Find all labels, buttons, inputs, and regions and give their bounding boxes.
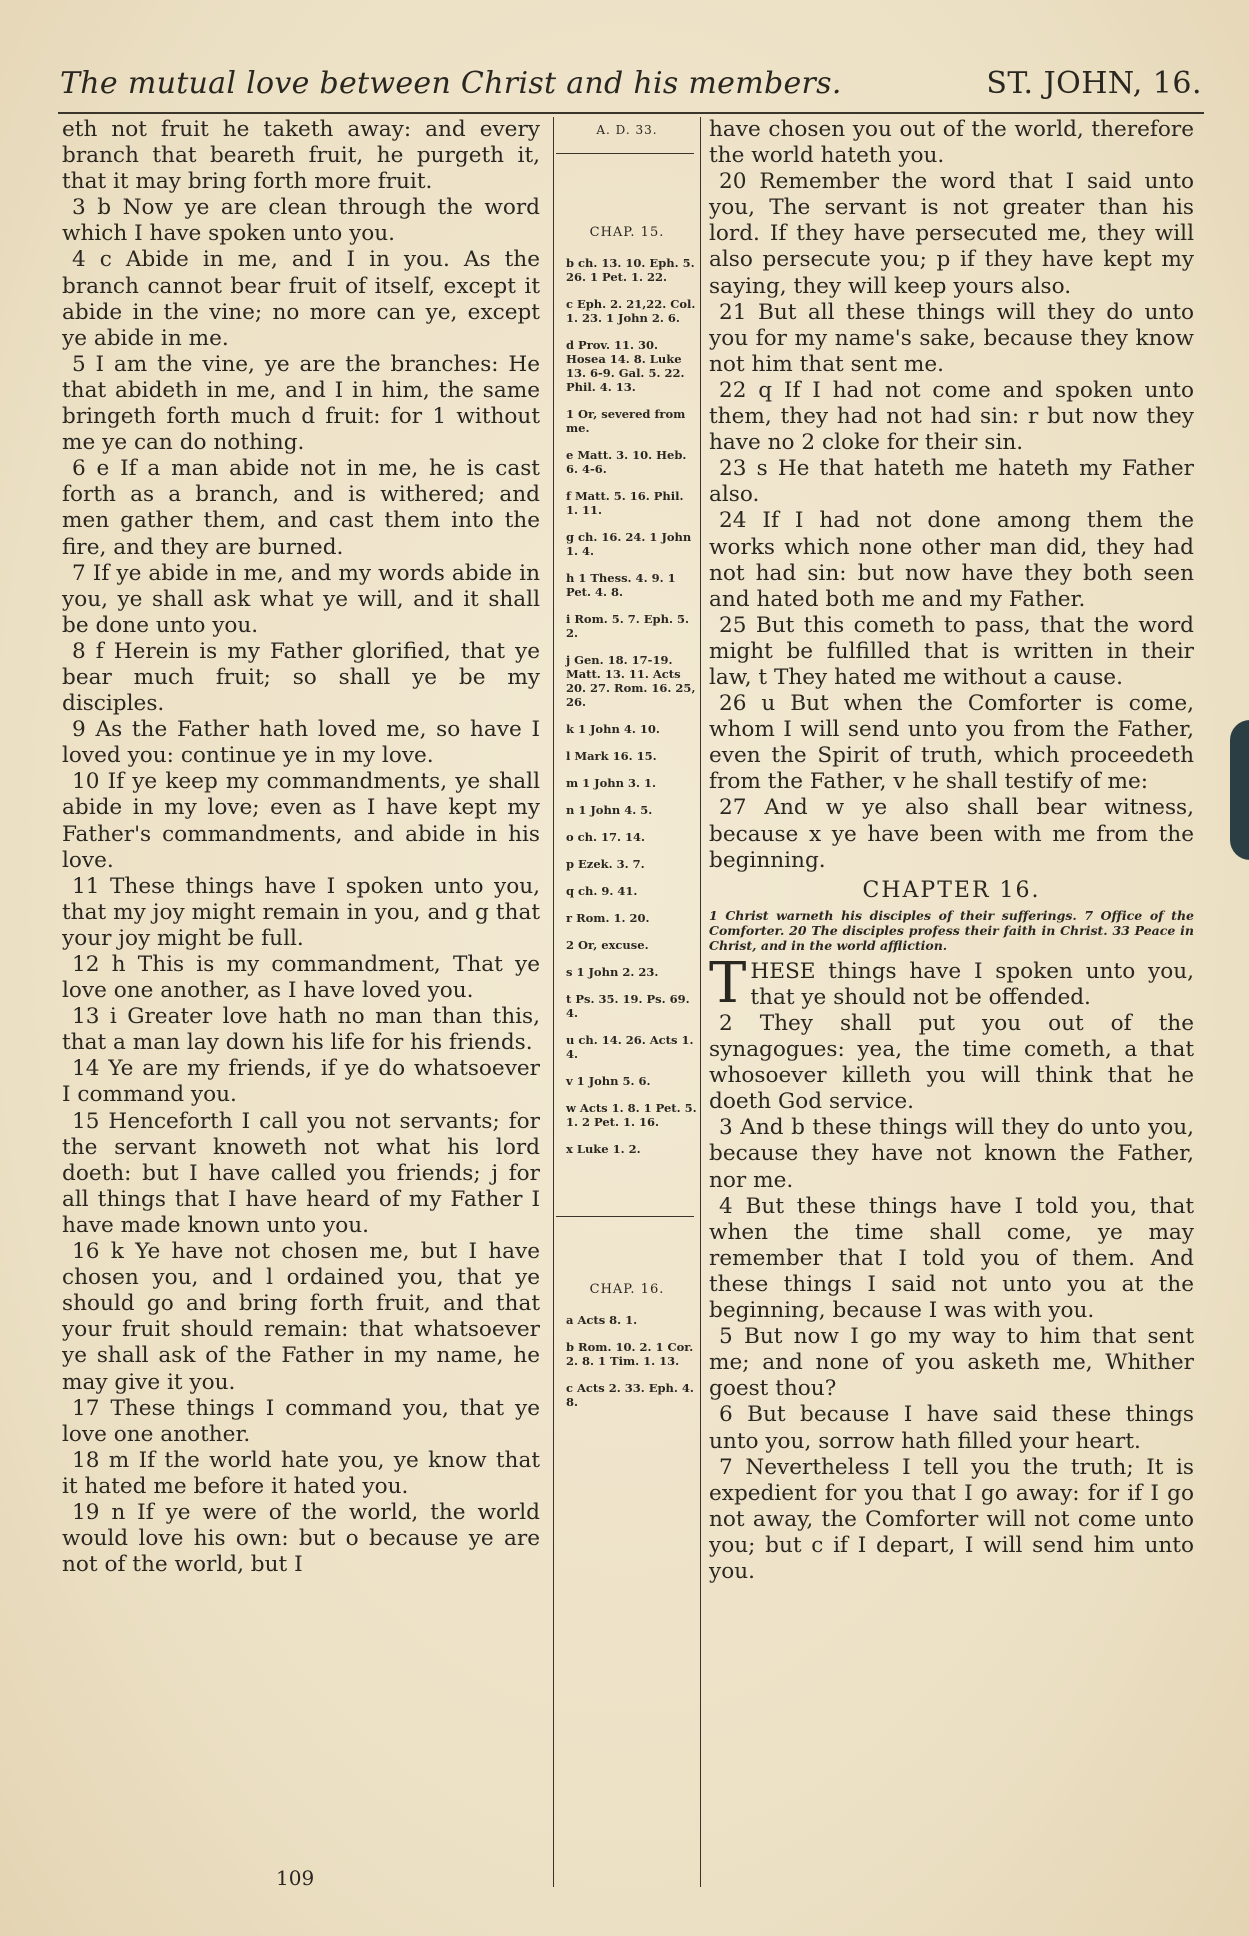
verse: 17 These things I command you, that ye love one another. <box>62 1395 540 1447</box>
margin-ref: u ch. 14. 26. Acts 1. 4. <box>566 1033 694 1061</box>
verse: 27 And w ye also shall bear witness, because x ye have been with me from the beginning. <box>709 795 1194 873</box>
verse: 5 But now I go my way to him that sent me; and none of you asketh me, Whither goest thou? <box>709 1324 1194 1402</box>
page-number: 109 <box>276 1866 315 1890</box>
margin-ref: 2 Or, excuse. <box>566 938 649 952</box>
margin-ref: k 1 John 4. 10. <box>566 722 660 736</box>
chapter-15-label: CHAP. 15. <box>589 225 665 240</box>
margin-ref: m 1 John 3. 1. <box>566 776 657 790</box>
thumb-index-tab <box>1230 720 1249 860</box>
margin-ref: g ch. 16. 24. 1 John 1. 4. <box>566 530 692 558</box>
verse: 2 They shall put you out of the synagogues: yea, the time cometh, a that whosoever killeth you will think that he doeth God service. <box>709 1011 1194 1115</box>
margin-ref: q ch. 9. 41. <box>566 884 638 898</box>
header-right-title: ST. JOHN, 16. <box>986 66 1202 101</box>
verse: 9 As the Father hath loved me, so have I loved you: continue ye in my love. <box>62 717 540 769</box>
verse: 19 n If ye were of the world, the world would love his own: but o because ye are not of the world, but I <box>62 1499 540 1578</box>
verse: 20 Remember the word that I said unto you, The servant is not greater than his lord. If they have persecuted me, they will also persecute you; p if they have kept my saying, they will keep yours also. <box>709 169 1194 299</box>
margin-ref: i Rom. 5. 7. Eph. 5. 2. <box>566 612 689 640</box>
column-divider-left <box>553 117 554 1887</box>
verse: 3 b Now ye are clean through the word which I have spoken unto you. <box>62 195 540 247</box>
chapter-summary: 1 Christ warneth his disciples of their sufferings. 7 Office of the Comforter. 20 The disciples profess their faith in Christ. 33 Peace in Christ, and in the world affliction. <box>709 907 1194 953</box>
verse-continuation: have chosen you out of the world, therefore the world hateth you. <box>709 117 1194 169</box>
verse: 3 And b these things will they do unto you, because they have not known the Father, nor me. <box>709 1115 1194 1193</box>
verse: 21 But all these things will they do unto you for my name's sake, because they know not him that sent me. <box>709 299 1194 377</box>
marginal-references <box>556 117 698 1422</box>
first-verse <box>709 950 1194 1016</box>
drop-cap: T <box>709 950 747 1016</box>
left-text-column <box>62 117 540 1578</box>
verse: 12 h This is my commandment, That ye love one another, as I have loved you. <box>62 952 540 1004</box>
verse: 18 m If the world hate you, ye know that it hated me before it hated you. <box>62 1447 540 1499</box>
margin-ref: o ch. 17. 14. <box>566 830 646 844</box>
verse: 10 If ye keep my commandments, ye shall abide in my love; even as I have kept my Father's commandments, and abide in his love. <box>62 769 540 873</box>
margin-ref: c Acts 2. 33. Eph. 4. 8. <box>566 1381 694 1409</box>
header-left-title: The mutual love between Christ and his members. <box>60 66 842 101</box>
margin-ref: d Prov. 11. 30. Hosea 14. 8. Luke 13. 6-9. Gal. 5. 22. Phil. 4. 13. <box>566 338 685 394</box>
verse: 22 q If I had not come and spoken unto them, they had not had sin: r but now they have no 2 cloke for their sin. <box>709 377 1194 456</box>
margin-ref: h 1 Thess. 4. 9. 1 Pet. 4. 8. <box>566 571 676 599</box>
verse: 6 But because I have said these things unto you, sorrow hath filled your heart. <box>709 1402 1194 1454</box>
verse-continuation: eth not fruit he taketh away: and every branch that beareth fruit, he purgeth it, that it may bring forth more fruit. <box>62 117 540 195</box>
margin-ref: s 1 John 2. 23. <box>566 965 659 979</box>
margin-ref: b Rom. 10. 2. 1 Cor. 2. 8. 1 Tim. 1. 13. <box>566 1340 694 1368</box>
margin-ref: b ch. 13. 10. Eph. 5. 26. 1 Pet. 1. 22. <box>566 256 695 284</box>
margin-ref: v 1 John 5. 6. <box>566 1074 651 1088</box>
verse: 16 k Ye have not chosen me, but I have chosen you, and l ordained you, that ye should go and bring forth fruit, and that your fruit should remain: that whatsoever ye shall ask of the Father in my name, he may give it you. <box>62 1239 540 1395</box>
verse: 5 I am the vine, ye are the branches: He that abideth in me, and I in him, the same bringeth forth much d fruit: for 1 without me ye can do nothing. <box>62 351 540 456</box>
verse: 4 c Abide in me, and I in you. As the branch cannot bear fruit of itself, except it abide in the vine; no more can ye, except ye abide in me. <box>62 247 540 351</box>
verse: 7 If ye abide in me, and my words abide in you, ye shall ask what ye will, and it shall be done unto you. <box>62 560 540 638</box>
margin-ref: r Rom. 1. 20. <box>566 911 650 925</box>
margin-ref: p Ezek. 3. 7. <box>566 857 645 871</box>
verse: 13 i Greater love hath no man than this, that a man lay down his life for his friends. <box>62 1004 540 1056</box>
column-divider-right <box>700 117 701 1887</box>
margin-ref: j Gen. 18. 17-19. Matt. 13. 11. Acts 20. 27. Rom. 16. 25, 26. <box>566 653 696 709</box>
margin-ref: x Luke 1. 2. <box>566 1142 641 1156</box>
verse: 15 Henceforth I call you not servants; for the servant knoweth not what his lord doeth: but I have called you friends; j for all things that I have heard of my Father I have made known unto you. <box>62 1108 540 1238</box>
margin-ref: n 1 John 4. 5. <box>566 803 653 817</box>
chapter-heading: CHAPTER 16. <box>862 877 1041 903</box>
verse: 6 e If a man abide not in me, he is cast forth as a branch, and is withered; and men gather them, and cast them into the fire, and they are burned. <box>62 456 540 560</box>
header-rule <box>58 112 1204 114</box>
verse: 11 These things have I spoken unto you, that my joy might remain in you, and g that your joy might be full. <box>62 873 540 951</box>
margin-ref: 1 Or, severed from me. <box>566 407 686 435</box>
chapter-16-label: CHAP. 16. <box>589 1282 665 1297</box>
margin-ref: f Matt. 5. 16. Phil. 1. 11. <box>566 489 684 517</box>
first-verse-text: HESE things have I spoken unto you, that ye should not be offended. <box>750 958 1194 1010</box>
margin-rule <box>556 153 694 154</box>
verse: 7 Nevertheless I tell you the truth; It is expedient for you that I go away: for if I go not away, the Comforter will not come unto you; but c if I depart, I will send him unto you. <box>709 1454 1194 1584</box>
verse: 26 u But when the Comforter is come, whom I will send unto you from the Father, even the Spirit of truth, which proceedeth from the Father, v he shall testify of me: <box>709 691 1194 795</box>
margin-ref: w Acts 1. 8. 1 Pet. 5. 1. 2 Pet. 1. 16. <box>566 1101 697 1129</box>
margin-rule <box>556 1216 694 1217</box>
verse: 4 But these things have I told you, that when the time shall come, ye may remember that I told you of them. And these things I said not unto you at the beginning, because I was with you. <box>709 1193 1194 1324</box>
year-label: A. D. 33. <box>596 123 658 137</box>
margin-ref: e Matt. 3. 10. Heb. 6. 4-6. <box>566 448 687 476</box>
verse: 25 But this cometh to pass, that the word might be fulfilled that is written in their law, t They hated me without a cause. <box>709 612 1194 690</box>
verse: 14 Ye are my friends, if ye do whatsoever I command you. <box>62 1056 540 1108</box>
verse: 23 s He that hateth me hateth my Father also. <box>709 456 1194 508</box>
margin-ref: l Mark 16. 15. <box>566 749 657 763</box>
verse: 8 f Herein is my Father glorified, that ye bear much fruit; so shall ye be my disciples. <box>62 638 540 717</box>
running-header <box>60 66 1202 114</box>
right-text-column <box>709 117 1194 1585</box>
margin-ref: c Eph. 2. 21,22. Col. 1. 23. 1 John 2. 6. <box>566 297 696 325</box>
margin-ref: t Ps. 35. 19. Ps. 69. 4. <box>566 992 690 1020</box>
margin-ref: a Acts 8. 1. <box>566 1313 638 1327</box>
verse: 24 If I had not done among them the works which none other man did, they had not had sin: but now have they both seen and hated both me and my Father. <box>709 508 1194 612</box>
